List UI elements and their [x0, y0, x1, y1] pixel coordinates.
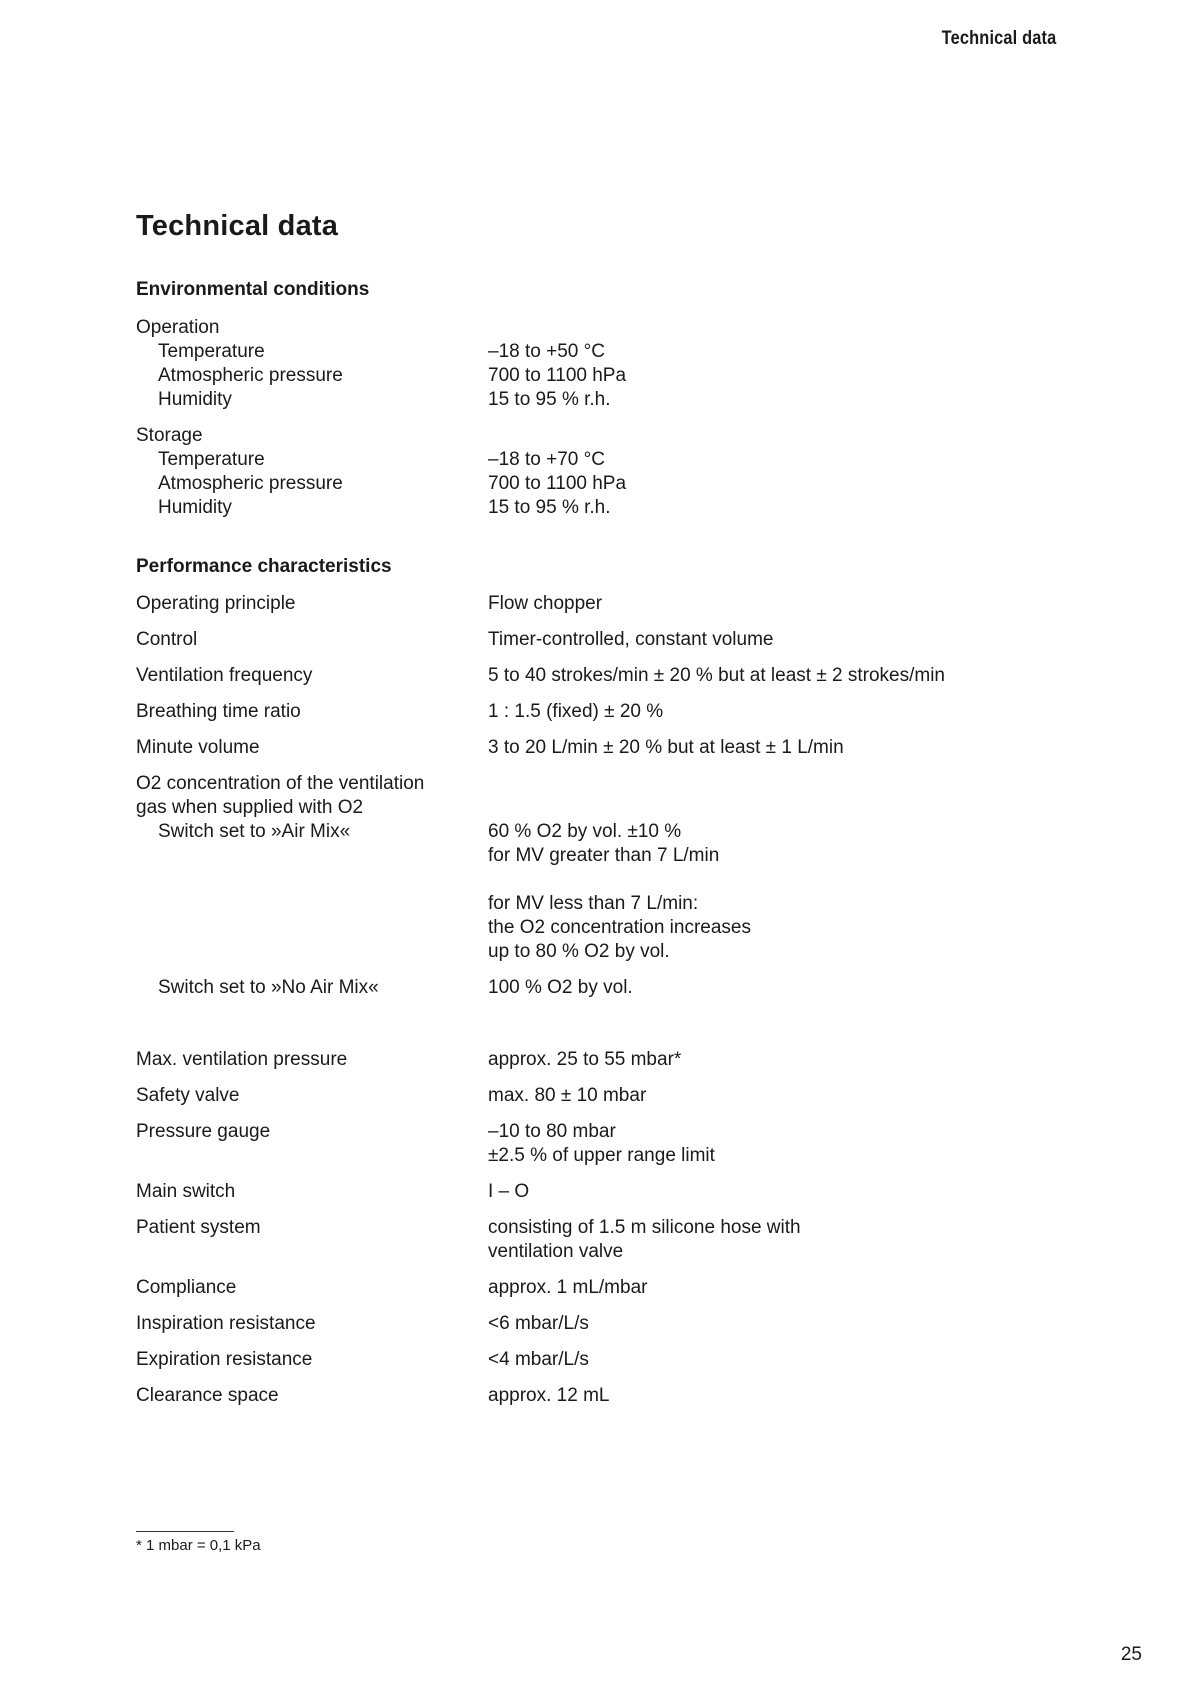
section-heading-performance: Performance characteristics [136, 556, 392, 577]
max-pressure-label: Max. ventilation pressure [136, 1049, 348, 1070]
air-mix-value-line2: for MV greater than 7 L/min [488, 845, 720, 866]
air-mix-value-line1: 60 % O2 by vol. ±10 % [488, 821, 682, 842]
minute-volume-label: Minute volume [136, 737, 260, 758]
breathing-time-ratio-value: 1 : 1.5 (fixed) ± 20 % [488, 701, 664, 722]
operation-pressure-value: 700 to 1100 hPa [488, 365, 627, 386]
main-switch-label: Main switch [136, 1181, 236, 1202]
operation-label: Operation [136, 317, 220, 338]
main-switch-value: I – O [488, 1181, 530, 1202]
ventilation-frequency-label: Ventilation frequency [136, 665, 313, 686]
no-air-mix-label: Switch set to »No Air Mix« [158, 977, 379, 998]
operation-humidity-value: 15 to 95 % r.h. [488, 389, 611, 410]
no-air-mix-value: 100 % O2 by vol. [488, 977, 633, 998]
storage-pressure-label: Atmospheric pressure [158, 473, 343, 494]
storage-label: Storage [136, 425, 203, 446]
clearance-space-value: approx. 12 mL [488, 1385, 610, 1406]
air-mix-value-line5: up to 80 % O2 by vol. [488, 941, 670, 962]
section-heading-environmental: Environmental conditions [136, 279, 370, 300]
air-mix-label: Switch set to »Air Mix« [158, 821, 351, 842]
safety-valve-label: Safety valve [136, 1085, 240, 1106]
running-header: Technical data [941, 28, 1056, 49]
operation-temperature-value: –18 to +50 °C [488, 341, 605, 362]
clearance-space-label: Clearance space [136, 1385, 279, 1406]
storage-temperature-label: Temperature [158, 449, 265, 470]
page-number: 25 [1120, 1644, 1142, 1665]
footnote: * 1 mbar = 0,1 kPa [136, 1537, 261, 1554]
footnote-divider [136, 1531, 234, 1532]
operation-humidity-label: Humidity [158, 389, 232, 410]
inspiration-resistance-value: <6 mbar/L/s [488, 1313, 589, 1334]
storage-pressure-value: 700 to 1100 hPa [488, 473, 627, 494]
patient-system-label: Patient system [136, 1217, 261, 1238]
o2-concentration-label-line1: O2 concentration of the ventilation [136, 773, 425, 794]
operation-temperature-label: Temperature [158, 341, 265, 362]
air-mix-value-line4: the O2 concentration increases [488, 917, 751, 938]
control-value: Timer-controlled, constant volume [488, 629, 774, 650]
air-mix-value-line3: for MV less than 7 L/min: [488, 893, 699, 914]
operation-pressure-label: Atmospheric pressure [158, 365, 343, 386]
minute-volume-value: 3 to 20 L/min ± 20 % but at least ± 1 L/min [488, 737, 844, 758]
storage-humidity-value: 15 to 95 % r.h. [488, 497, 611, 518]
storage-humidity-label: Humidity [158, 497, 232, 518]
patient-system-value-line1: consisting of 1.5 m silicone hose with [488, 1217, 801, 1238]
page-title: Technical data [136, 210, 339, 242]
patient-system-value-line2: ventilation valve [488, 1241, 624, 1262]
breathing-time-ratio-label: Breathing time ratio [136, 701, 301, 722]
compliance-value: approx. 1 mL/mbar [488, 1277, 648, 1298]
pressure-gauge-value-line1: –10 to 80 mbar [488, 1121, 616, 1142]
control-label: Control [136, 629, 198, 650]
safety-valve-value: max. 80 ± 10 mbar [488, 1085, 647, 1106]
expiration-resistance-value: <4 mbar/L/s [488, 1349, 589, 1370]
pressure-gauge-label: Pressure gauge [136, 1121, 271, 1142]
pressure-gauge-value-line2: ±2.5 % of upper range limit [488, 1145, 715, 1166]
compliance-label: Compliance [136, 1277, 237, 1298]
inspiration-resistance-label: Inspiration resistance [136, 1313, 316, 1334]
o2-concentration-label-line2: gas when supplied with O2 [136, 797, 364, 818]
ventilation-frequency-value: 5 to 40 strokes/min ± 20 % but at least ± 2 strokes/min [488, 665, 946, 686]
storage-temperature-value: –18 to +70 °C [488, 449, 605, 470]
operating-principle-label: Operating principle [136, 593, 296, 614]
expiration-resistance-label: Expiration resistance [136, 1349, 313, 1370]
max-pressure-value: approx. 25 to 55 mbar* [488, 1049, 682, 1070]
operating-principle-value: Flow chopper [488, 593, 603, 614]
